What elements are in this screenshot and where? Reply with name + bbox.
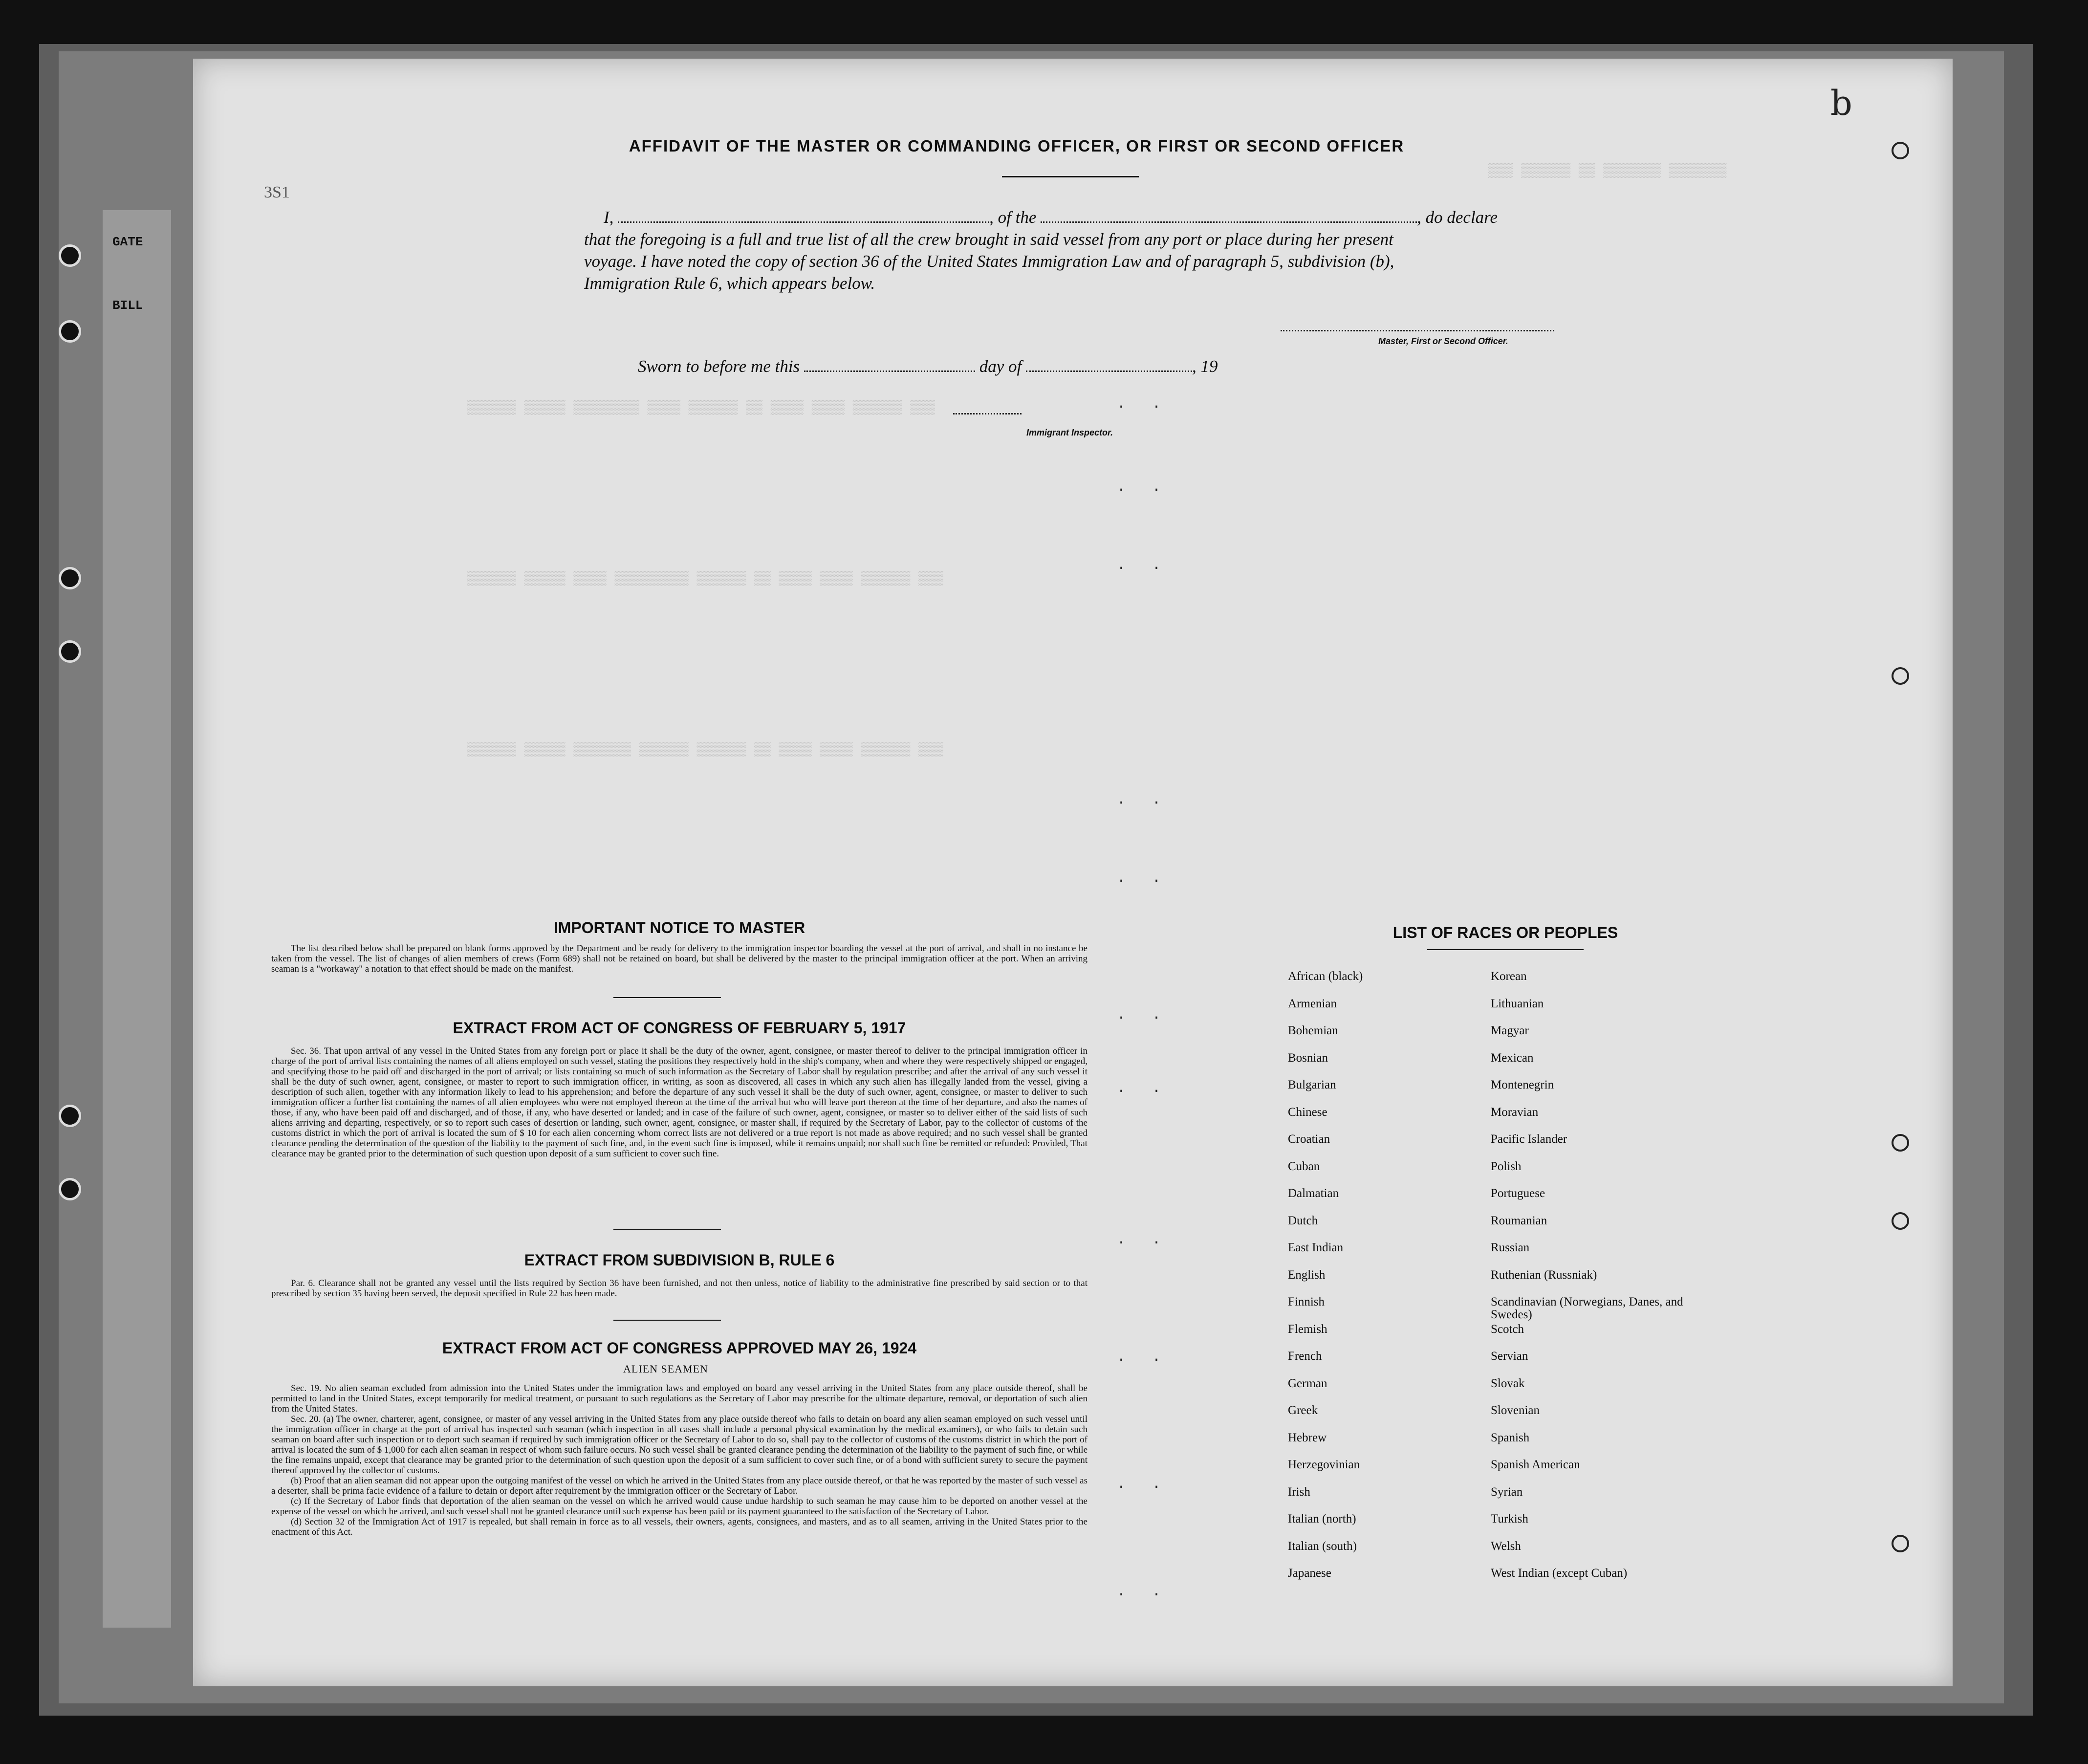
race-item: East Indian bbox=[1288, 1241, 1344, 1254]
race-item: Irish bbox=[1288, 1485, 1310, 1499]
bleed-through: ▒▒▒▒▒▒ ▒▒▒▒▒ ▒▒▒▒▒▒▒ ▒▒▒▒▒▒ ▒▒▒▒▒▒ ▒▒ ▒▒▒▒ ▒▒▒▒ ▒▒▒▒▒▒ ▒▒▒ bbox=[467, 743, 943, 758]
section-divider bbox=[613, 1320, 721, 1321]
name-blank[interactable] bbox=[618, 211, 989, 223]
punch-hole bbox=[59, 244, 81, 267]
race-item: African (black) bbox=[1288, 970, 1363, 983]
race-item: Pacific Islander bbox=[1491, 1132, 1567, 1146]
races-title-rule bbox=[1427, 949, 1584, 950]
extract-1924-subtitle: ALIEN SEAMEN bbox=[623, 1363, 708, 1375]
race-item: Armenian bbox=[1288, 997, 1337, 1010]
race-item: Moravian bbox=[1491, 1105, 1539, 1119]
race-item: Hebrew bbox=[1288, 1431, 1327, 1444]
dot-column: . . bbox=[1117, 1232, 1170, 1248]
races-column-2 bbox=[1491, 970, 1696, 1594]
race-item: German bbox=[1288, 1376, 1327, 1390]
extract-rule6-text bbox=[271, 1278, 1088, 1299]
race-item: Ruthenian (Russniak) bbox=[1491, 1268, 1597, 1282]
bleed-through: ▒▒▒ ▒▒▒▒▒▒ ▒▒ ▒▒▒▒▒▒▒ ▒▒▒▒▒▒▒ bbox=[1488, 164, 1727, 179]
extract-1917-text bbox=[271, 1046, 1088, 1159]
inspector-signature-line[interactable] bbox=[953, 413, 1022, 414]
race-item: Italian (south) bbox=[1288, 1539, 1357, 1553]
race-item: Flemish bbox=[1288, 1322, 1327, 1336]
title-rule bbox=[1002, 176, 1139, 177]
sec20c-paragraph: (c) If the Secretary of Labor finds that deportation of the alien seaman on the vessel on which he arrived would cause undue hardship to such seaman he may cause him to be deported on another vessel at the expense of the vessel on which he arrived, and such vessel shall not be granted clearance until such expense has been paid or its payment guaranteed to the satisfaction of the Secretary of Labor. bbox=[271, 1496, 1088, 1517]
race-item: Dutch bbox=[1288, 1214, 1318, 1227]
race-item: Roumanian bbox=[1491, 1214, 1547, 1227]
signature-caption: Master, First or Second Officer. bbox=[1378, 336, 1508, 346]
race-item: Montenegrin bbox=[1491, 1078, 1554, 1091]
notice-paragraph: The list described below shall be prepared on blank forms approved by the Department and be ready for delivery to the immigration inspector boarding the vessel at the port of arrival, and shall in no instance be taken from the vessel. The list of changes of alien members of crews (Form 689) shall not be retained on board, but shall be delivered by the master to the principal immigration officer at the port. When an arriving seaman is a "workaway" a notation to that effect should be made on the manifest. bbox=[271, 943, 1088, 974]
dot-column: . . bbox=[1117, 1007, 1170, 1024]
race-item: Welsh bbox=[1491, 1539, 1521, 1553]
race-item: Servian bbox=[1491, 1350, 1528, 1363]
race-item: Dalmatian bbox=[1288, 1187, 1339, 1200]
corner-mark: b bbox=[1830, 83, 1852, 123]
race-item: West Indian (except Cuban) bbox=[1491, 1567, 1628, 1580]
race-item: Mexican bbox=[1491, 1051, 1534, 1065]
race-item: Polish bbox=[1491, 1159, 1522, 1173]
extract-1924-text bbox=[271, 1383, 1088, 1537]
punch-hole bbox=[59, 320, 81, 343]
race-item: Bulgarian bbox=[1288, 1078, 1336, 1091]
race-item: Italian (north) bbox=[1288, 1512, 1356, 1525]
punch-hole bbox=[59, 1178, 81, 1200]
race-item: Magyar bbox=[1491, 1024, 1529, 1037]
binder-ring bbox=[1892, 1212, 1909, 1230]
races-column-1 bbox=[1288, 970, 1483, 1594]
sec20b-paragraph: (b) Proof that an alien seaman did not appear upon the outgoing manifest of the vessel on which he arrived in the United States from any place outside thereof, or that he was reported by the master of such vessel as a deserter, shall be prima facie evidence of a failure to detain or deport after requirement by the immigration officer or the Secretary of Labor. bbox=[271, 1476, 1088, 1496]
race-item: Portuguese bbox=[1491, 1187, 1545, 1200]
race-item: Syrian bbox=[1491, 1485, 1523, 1499]
declaration-line-4: Immigration Rule 6, which appears below. bbox=[584, 274, 875, 293]
sec19-paragraph: Sec. 19. No alien seaman excluded from admission into the United States under the immigration laws and employed on board any vessel arriving in the United States from any place outside thereof, shall be permitted to land in the United States, except temporarily for medical treatment, or pursuant to such regulations as the Secretary of Labor may prescribe for the ultimate departure, removal, or deportation of such alien from the United States. bbox=[271, 1383, 1088, 1414]
race-item: Slovenian bbox=[1491, 1404, 1540, 1417]
punch-hole bbox=[59, 640, 81, 663]
race-item: Bohemian bbox=[1288, 1024, 1338, 1037]
race-item: Croatian bbox=[1288, 1132, 1330, 1146]
manifest-page bbox=[193, 59, 1953, 1686]
sworn-day-blank[interactable] bbox=[804, 360, 975, 372]
extract-1917-paragraph: Sec. 36. That upon arrival of any vessel in the United States from any foreign port or place it shall be the duty of the owner, agent, consignee, or master thereof to deliver to the principal immigration officer in charge of the port of arrival lists containing the names of all aliens employed on such vessel, stating the positions they respectively hold in the ship's company, when and where they were respectively shipped or engaged, and specifying those to be paid off and discharged in the port of arrival; or lists containing so much of such information as the Secretary of Labor shall by regulation prescribe; and after the arrival of any such vessel it shall be the duty of such owner, agent, consignee, or master to report to such immigration officer, in writing, as soon as discovered, all cases in which any such alien has illegally landed from the vessel, giving a description of such alien, together with any information likely to lead to his apprehension; and before the departure of any such vessel it shall be the duty of such owner, agent, consignee, or master to deliver to such immigration officer a further list containing the names of all alien employees who were not employed thereon at the time of the arrival but who will leave port thereon at the time of her departure, and also the names of those, if any, who have been paid off and discharged, and of those, if any, who have deserted or landed; and in case of the failure of such owner, agent, consignee, or master so to deliver either of the said lists of such aliens arriving and departing, respectively, or so to report such cases of desertion or landing, such owner, agent, consignee, or master shall, if required by the Secretary of Labor, pay to the collector of customs of the customs district in which the port of arrival is located the sum of $ 10 for each alien concerning whom correct lists are not delivered or a true report is not made as above required; and no such vessel shall be granted clearance pending the determination of the question of the liability to the payment of such fine, and, in the event such fine is imposed, while it remains unpaid; nor shall such fine be remitted or refunded: Provided, That clearance may be granted prior to the determination of such question upon deposit of a sum sufficient to cover such fine. bbox=[271, 1046, 1088, 1159]
declaration-line-3: voyage. I have noted the copy of section 36 of the United States Immigration Law and of paragraph 5, subdivision (b), bbox=[584, 252, 1394, 271]
race-item: Spanish bbox=[1491, 1431, 1530, 1444]
section-divider bbox=[613, 997, 721, 998]
dot-column: . . bbox=[1117, 479, 1170, 496]
race-item: Greek bbox=[1288, 1404, 1318, 1417]
sec20d-paragraph: (d) Section 32 of the Immigration Act of 1917 is repealed, but shall remain in force as to all vessels, their owners, agents, consignees, and masters, and as to all seamen, arriving in the United States prior to the enactment of this Act. bbox=[271, 1517, 1088, 1537]
dot-column: . . bbox=[1117, 1476, 1170, 1493]
left-strip bbox=[103, 210, 171, 1628]
dot-column: . . bbox=[1117, 396, 1170, 413]
dot-column: . . bbox=[1117, 1584, 1170, 1600]
race-item: Cuban bbox=[1288, 1159, 1320, 1173]
race-item: Herzegovinian bbox=[1288, 1458, 1360, 1471]
binder-ring bbox=[1892, 667, 1909, 685]
race-item: English bbox=[1288, 1268, 1326, 1282]
race-item: Korean bbox=[1491, 970, 1527, 983]
race-item: Finnish bbox=[1288, 1295, 1325, 1308]
strip-label-2: BILL bbox=[112, 298, 143, 313]
races-title: LIST OF RACES OR PEOPLES bbox=[1392, 924, 1618, 941]
vessel-blank[interactable] bbox=[1041, 211, 1417, 223]
margin-note: 3S1 bbox=[264, 183, 290, 201]
strip-label-1: GATE bbox=[112, 235, 143, 249]
race-item: Bosnian bbox=[1288, 1051, 1328, 1065]
declaration-line-2: that the foregoing is a full and true list of all the crew brought in said vessel from any port or place during her present bbox=[584, 230, 1393, 249]
dot-column: . . bbox=[1117, 792, 1170, 808]
sworn-month-blank[interactable] bbox=[1026, 360, 1192, 372]
notice-title: IMPORTANT NOTICE TO MASTER bbox=[553, 919, 805, 936]
bleed-through: ▒▒▒▒▒▒ ▒▒▒▒▒ ▒▒▒▒ ▒▒▒▒▒▒▒▒▒ ▒▒▒▒▒▒ ▒▒ ▒▒▒▒ ▒▒▒▒ ▒▒▒▒▒▒ ▒▒▒ bbox=[467, 572, 943, 587]
race-item: Japanese bbox=[1288, 1567, 1331, 1580]
inspector-caption: Immigrant Inspector. bbox=[1026, 428, 1113, 437]
race-item: French bbox=[1288, 1350, 1322, 1363]
dot-column: . . bbox=[1117, 1349, 1170, 1366]
declaration-line-1: I, , of the , do declare bbox=[604, 208, 1498, 227]
extract-rule6-title: EXTRACT FROM SUBDIVISION B, RULE 6 bbox=[524, 1251, 835, 1269]
sworn-line: Sworn to before me this day of , 19 bbox=[638, 357, 1218, 376]
sec20a-paragraph: Sec. 20. (a) The owner, charterer, agent, consignee, or master of any vessel arriving in the United States from any place outside thereof who fails to detain on board any alien seaman employed on such vessel until the immigration officer in charge at the port of arrival has inspected such seaman (which inspection in all cases shall include a personal physical examination by the medical examiners), or who fails to detain such seaman on board after such inspection or to deport such seaman if required by such immigration officer or the Secretary of Labor to do so, shall pay to the collector of customs of the customs district in which the port of arrival is located the sum of $ 1,000 for each alien seaman in respect of whom such failure occurs. No such vessel shall be granted clearance pending the determination of the liability to the payment of such fine, or while the fine remains unpaid, except that clearance may be granted prior to the determination of such question upon the deposit of a sum sufficient to cover such fine, or of a bond with sufficient surety to secure the payment thereof approved by the collector of customs. bbox=[271, 1414, 1088, 1476]
race-item: Lithuanian bbox=[1491, 997, 1544, 1010]
extract-1924-title: EXTRACT FROM ACT OF CONGRESS APPROVED MAY 26, 1924 bbox=[442, 1339, 917, 1357]
race-item: Spanish American bbox=[1491, 1458, 1580, 1471]
extract-1917-title: EXTRACT FROM ACT OF CONGRESS OF FEBRUARY 5, 1917 bbox=[453, 1019, 906, 1037]
punch-hole bbox=[59, 1105, 81, 1127]
extract-rule6-paragraph: Par. 6. Clearance shall not be granted any vessel until the lists required by Section 36 have been furnished, and not then unless, notice of liability to the administrative fine prescribed by said section or to that prescribed by section 35 having been served, the deposit specified in Rule 22 has been made. bbox=[271, 1278, 1088, 1299]
race-item: Slovak bbox=[1491, 1376, 1525, 1390]
dot-column: . . bbox=[1117, 1080, 1170, 1097]
section-divider bbox=[613, 1229, 721, 1230]
binder-ring bbox=[1892, 1535, 1909, 1552]
dot-column: . . bbox=[1117, 557, 1170, 574]
race-item: Turkish bbox=[1491, 1512, 1528, 1525]
notice-text bbox=[271, 943, 1088, 974]
race-item: Russian bbox=[1491, 1241, 1530, 1254]
punch-hole bbox=[59, 567, 81, 589]
dot-column: . . bbox=[1117, 870, 1170, 887]
signature-line[interactable] bbox=[1281, 330, 1554, 331]
race-item: Chinese bbox=[1288, 1105, 1327, 1119]
race-item: Scandinavian (Norwegians, Danes, and Swedes) bbox=[1491, 1295, 1683, 1321]
bleed-through: ▒▒▒▒▒▒ ▒▒▒▒▒ ▒▒▒▒▒▒▒▒ ▒▒▒▒ ▒▒▒▒▒▒ ▒▒ ▒▒▒▒ ▒▒▒▒ ▒▒▒▒▒▒ ▒▒▒ bbox=[467, 401, 935, 416]
binder-ring bbox=[1892, 142, 1909, 159]
binder-ring bbox=[1892, 1134, 1909, 1152]
affidavit-title: AFFIDAVIT OF THE MASTER OR COMMANDING OFFICER, OR FIRST OR SECOND OFFICER bbox=[629, 137, 1405, 155]
race-item: Scotch bbox=[1491, 1322, 1524, 1336]
